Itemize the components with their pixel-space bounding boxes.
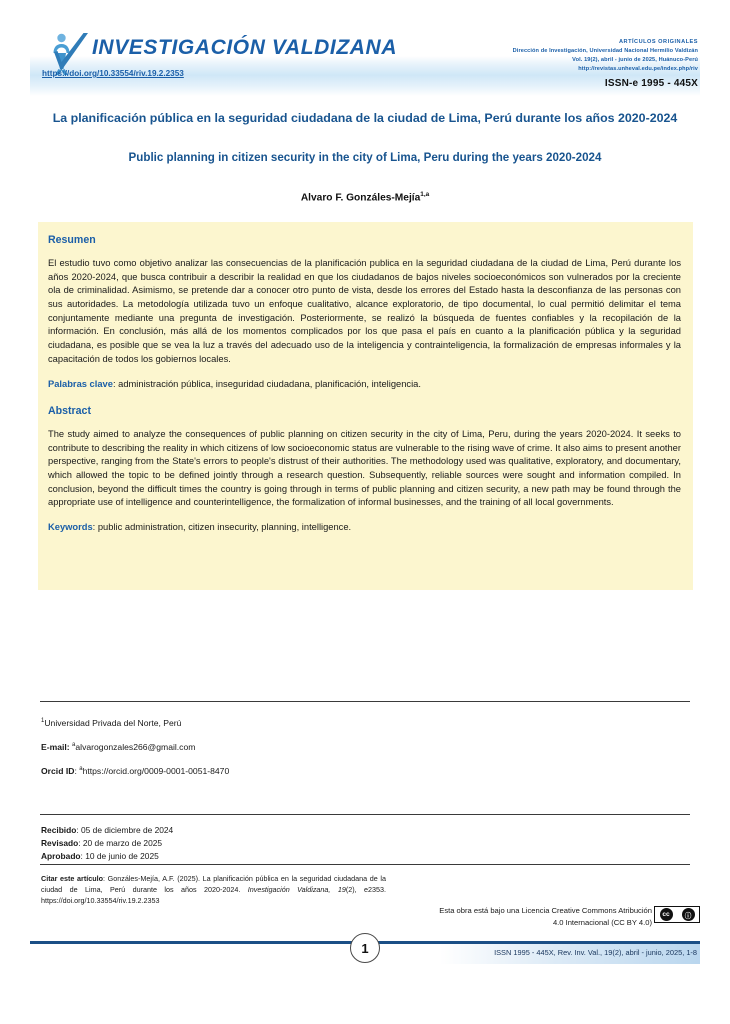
section-label: ARTÍCULOS ORIGINALES xyxy=(619,39,698,45)
cc-logo-icon: cc xyxy=(660,908,673,921)
institution-line: Dirección de Investigación, Universidad Nacional Hermilio Valdizán xyxy=(512,48,698,55)
cite-text-part1: : Gonzáles-Mejía, A.F. (2025). La planificación pública en la seguridad ciudadana de la ciudad de Lima, Perú durante los años 2020-2024. xyxy=(41,874,386,894)
page-header xyxy=(0,0,730,96)
abstract-spacer xyxy=(48,391,681,405)
author-line xyxy=(45,191,685,203)
approved-value: : 10 de junio de 2025 xyxy=(80,850,159,861)
keywords-line xyxy=(48,521,681,535)
palabras-clave-line xyxy=(48,378,681,392)
palabras-clave-label: Palabras clave xyxy=(48,378,113,389)
footnote-divider-top xyxy=(40,701,690,702)
resumen-body: El estudio tuvo como objetivo analizar las consecuencias de la planificación publica en la seguridad ciudadana de la ciudad de Lima, Perú durante los años 2020-2024, que busca contribuir a describir la realidad en que los ciudadanos de bajos niveles socioeconómicos son vulnerados por la creciente ola de criminalidad. Asimismo, se pretende dar a conocer otro punto de vista, desde los errores del Estado hasta la desconfianza de las personas con sus autoridades. La metodología utilizada tuvo un enfoque cualitativo, alcance exploratorio, de tipo documental, lo cual permitió delimitar el tema conjuntamente mediante una pregunta de investigación. Posteriormente, se realizó la búsqueda de fuentes confiables y la recopilación de la información. En conclusión, más allá de los momentos complicados por los que pasa el país en cuanto a la planificación pública y la seguridad ciudadana, es posible que se vea la luz a través del adecuado uso de la inteligencia y contrainteligencia, la formalización de empresas informales y la capacitación de todos los gobiernos locales. xyxy=(48,258,681,364)
reviewed-label: Revisado xyxy=(41,837,79,848)
page-number: 1 xyxy=(350,933,380,963)
publication-dates xyxy=(41,824,173,863)
cc-by-icon: ⓘ xyxy=(682,908,695,921)
reviewed-value: : 20 de marzo de 2025 xyxy=(78,837,163,848)
email-address[interactable]: alvarogonzales266@gmail.com xyxy=(75,742,196,752)
cite-text-part2: (2), e2353. https://doi.org/10.33554/riv.19.2.2353 xyxy=(41,884,387,905)
volume-line: Vol. 19(2), abril - junio de 2025, Huánuco-Perú xyxy=(572,57,698,64)
keywords-values: : public administration, citizen insecurity, planning, intelligence. xyxy=(92,522,352,533)
date-reviewed xyxy=(41,837,173,850)
abstract-heading: Abstract xyxy=(48,405,91,418)
palabras-clave-values: : administración pública, inseguridad ciudadana, planificación, inteligencia. xyxy=(112,378,421,389)
how-to-cite xyxy=(41,874,386,906)
email-line xyxy=(41,741,195,754)
resumen-heading: Resumen xyxy=(48,234,96,246)
citation-divider-top xyxy=(40,864,690,865)
cite-label: Citar este artículo xyxy=(41,874,103,883)
author-affiliation-marker: 1,a xyxy=(420,191,430,198)
orcid-marker: a xyxy=(79,766,83,773)
doi-link[interactable]: https://doi.org/10.33554/riv.19.2.2353 xyxy=(42,69,184,78)
license-notice xyxy=(352,905,652,929)
creative-commons-badge-icon[interactable] xyxy=(654,906,700,923)
article-title-english: Public planning in citizen security in the city of Lima, Peru during the years 2020-2024 xyxy=(128,151,602,164)
email-label: E-mail: xyxy=(41,742,70,752)
cite-journal: Investigación Valdizana, 19 xyxy=(247,884,346,894)
received-label: Recibido xyxy=(41,825,77,835)
date-received xyxy=(41,824,173,837)
approved-label: Aprobado xyxy=(41,850,81,861)
affiliation-text: Universidad Privada del Norte, Perú xyxy=(44,718,182,728)
orcid-url[interactable]: https://orcid.org/0009-0001-0051-8470 xyxy=(82,766,230,776)
orcid-label: Orcid ID xyxy=(41,766,75,776)
affiliation-line xyxy=(41,717,181,730)
abstract-panel xyxy=(38,222,693,590)
affiliation-marker: 1 xyxy=(41,718,45,725)
email-marker: a xyxy=(72,742,76,749)
article-title-spanish: La planificación pública en la seguridad ciudadana de la ciudad de Lima, Perú durante los años 2020-2024 xyxy=(52,111,678,125)
abstract-body: The study aimed to analyze the consequences of public planning on citizen security in the city of Lima, Peru, during the years 2020-2024. It seeks to contribute to describing the reality in which citizens of low socioeconomic status are vulnerable to the rising wave of crime. It also aims to present another perspective, ranging from the State's errors to people's distrust of their authorities. The methodology used was qualitative, exploratory, and documentary, which allowed the topic to be defined jointly through a research question. Subsequently, reliable sources were sought and information compiled. In conclusion, beyond the difficult times the country is going through in terms of public planning and citizen security, a new path may be found through the appropriate use of intelligence and counterintelligence, the formalization of informal businesses, and the training of all local governments. xyxy=(48,429,681,508)
journal-url: http://revistas.unheval.edu.pe/index.php/riv xyxy=(578,66,698,73)
license-line-1: Esta obra está bajo una Licencia Creative Commons Atribución xyxy=(439,906,652,915)
received-value: : 05 de diciembre de 2024 xyxy=(76,825,174,835)
journal-name: INVESTIGACIÓN VALDIZANA xyxy=(92,36,398,59)
orcid-line: Orcid ID: $^a$https://orcid.org/0009-0001-0051-8470 xyxy=(41,766,230,776)
author-name: Alvaro F. Gonzáles-Mejía xyxy=(300,192,421,204)
footer-issn-line: ISSN 1995 - 445X, Rev. Inv. Val., 19(2), abril - junio, 2025, 1-8 xyxy=(494,948,697,957)
date-approved xyxy=(41,850,173,863)
license-line-2: 4.0 Internacional (CC BY 4.0) xyxy=(552,917,652,927)
issn-e: ISSN-e 1995 - 445X xyxy=(604,78,698,89)
dates-divider-top xyxy=(40,814,690,815)
keywords-label: Keywords xyxy=(48,522,93,533)
header-masthead-info xyxy=(513,38,698,74)
